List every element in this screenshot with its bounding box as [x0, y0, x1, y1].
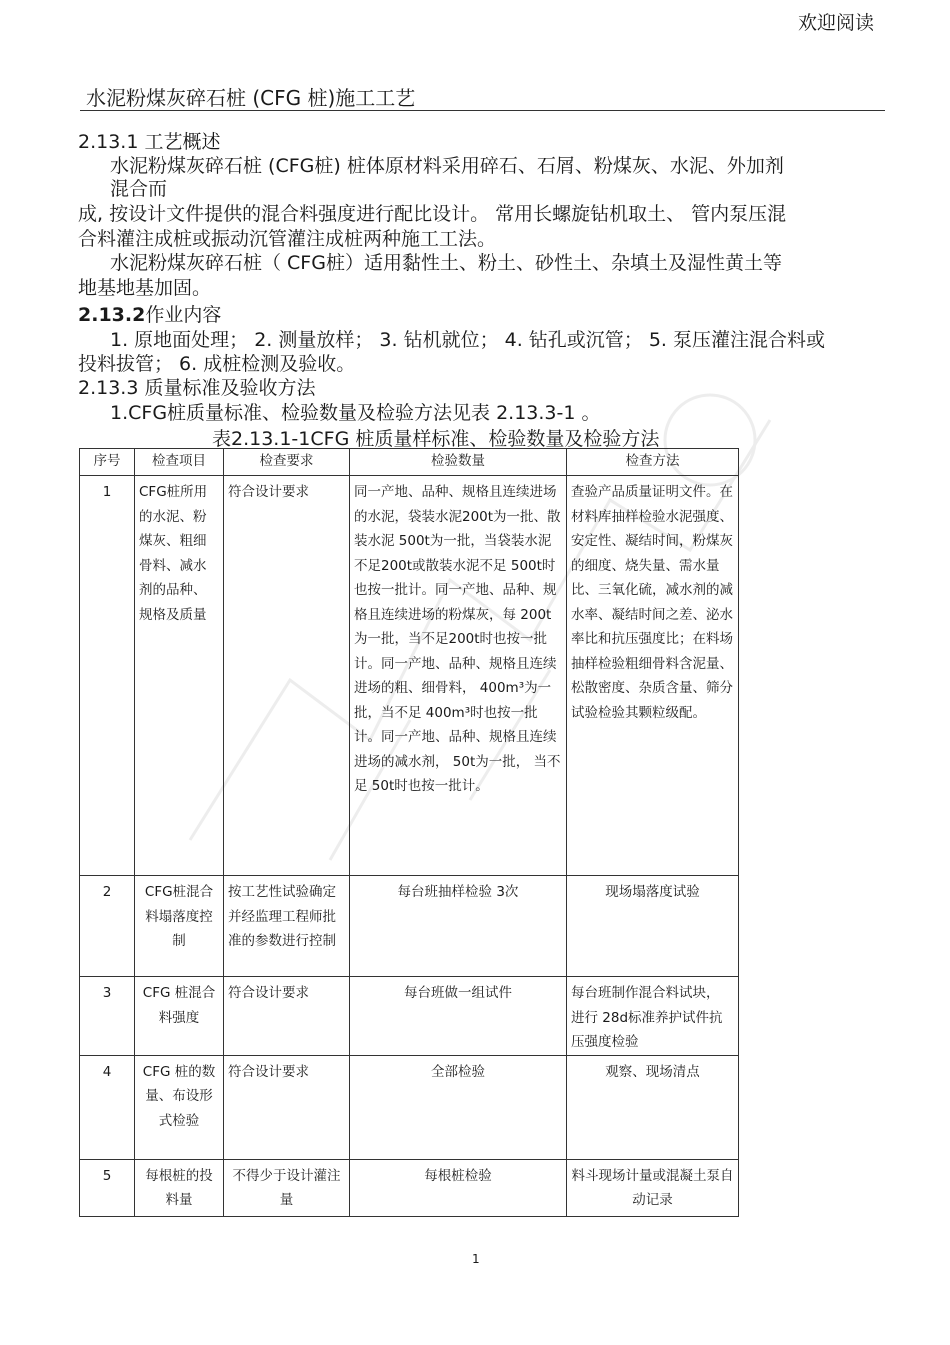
title-divider [80, 110, 885, 111]
cell-method: 查验产品质量证明文件。在材料库抽样检验水泥强度、安定性、凝结时间，粉煤灰的细度、烧失量、需水量比、三氧化硫，减水剂的减水率、凝结时间之差、泌水率比和抗压强度比；在料场抽样检验粗细骨料含泥量、松散密度、杂质含量、筛分试验检验其颗粒级配。 [567, 476, 739, 876]
cell-requirement: 符合设计要求 [224, 977, 350, 1056]
cell-requirement: 不得少于设计灌注量 [224, 1159, 350, 1216]
welcome-text: 欢迎阅读 [798, 12, 875, 34]
paragraph-line: 混合而 [110, 178, 168, 200]
section-heading-work [78, 303, 221, 327]
document-title: 水泥粉煤灰碎石桩 (CFG 桩)施工工艺 [86, 86, 416, 110]
table-row [80, 876, 739, 977]
cell-item: CFG桩所用的水泥、粉煤灰、粗细骨料、减水剂的品种、规格及质量 [135, 476, 224, 876]
cell-quantity: 每根桩检验 [350, 1159, 567, 1216]
cell-method: 料斗现场计量或混凝土泵自动记录 [567, 1159, 739, 1216]
cell-quantity: 每台班做一组试件 [350, 977, 567, 1056]
cell-item: CFG 桩的数量、布设形式检验 [135, 1055, 224, 1159]
table-row [80, 977, 739, 1056]
table-row [80, 1055, 739, 1159]
cell-no: 1 [80, 476, 135, 876]
cell-no: 3 [80, 977, 135, 1056]
header-no: 序号 [80, 449, 135, 476]
header-requirement: 检查要求 [224, 449, 350, 476]
table-header-row [80, 449, 739, 476]
table-row [80, 476, 739, 876]
paragraph-line: 地基地基加固。 [78, 277, 212, 299]
cell-requirement: 按工艺性试验确定并经监理工程师批准的参数进行控制 [224, 876, 350, 977]
section-heading-quality: 2.13.3 质量标准及验收方法 [78, 377, 316, 399]
table-caption: 表2.13.1-1CFG 桩质量样标准、检验数量及检验方法 [212, 428, 660, 450]
section-heading-label: 作业内容 [145, 304, 222, 326]
header-quantity: 检验数量 [350, 449, 567, 476]
section-heading-overview: 2.13.1 工艺概述 [78, 131, 221, 153]
cell-requirement: 符合设计要求 [224, 1055, 350, 1159]
paragraph-line: 水泥粉煤灰碎石桩 (CFG桩) 桩体原材料采用碎石、石屑、粉煤灰、水泥、外加剂 [110, 155, 784, 177]
cell-item: 每根桩的投料量 [135, 1159, 224, 1216]
cell-quantity: 每台班抽样检验 3次 [350, 876, 567, 977]
cell-quantity: 同一产地、品种、规格且连续进场的水泥，袋装水泥200t为一批、散装水泥 500t为一批，当袋装水泥不足200t或散装水泥不足 500t时也按一批计。同一产地、品种、规格且连续进场的粉煤灰，每 200t为一批，当不足200t时也按一批计。同一产地、品种、规格且连续进场的粗、细骨料， 400m³为一批，当不足 400m³时也按一批计。同一产地、品种、规格且连续进场的减水剂， 50t为一批， 当不足 50t时也按一批计。 [350, 476, 567, 876]
paragraph-line: 水泥粉煤灰碎石桩（ CFG桩）适用黏性土、粉土、砂性土、杂填土及湿性黄土等 [110, 252, 782, 274]
paragraph-line: 投料拔管； 6. 成桩检测及验收。 [78, 353, 356, 375]
cell-method: 观察、现场清点 [567, 1055, 739, 1159]
cell-item: CFG桩混合料塌落度控制 [135, 876, 224, 977]
paragraph-line: 1. 原地面处理； 2. 测量放样； 3. 钻机就位； 4. 钻孔或沉管； 5. 泵压灌注混合料或 [110, 329, 825, 351]
cell-no: 2 [80, 876, 135, 977]
header-item: 检查项目 [135, 449, 224, 476]
header-method: 检查方法 [567, 449, 739, 476]
cell-item: CFG 桩混合料强度 [135, 977, 224, 1056]
paragraph-line: 1.CFG桩质量标准、检验数量及检验方法见表 2.13.3-1 。 [110, 402, 601, 424]
cell-requirement: 符合设计要求 [224, 476, 350, 876]
cell-no: 4 [80, 1055, 135, 1159]
table-row [80, 1159, 739, 1216]
quality-standards-table [79, 448, 739, 1217]
page-number: 1 [472, 1252, 480, 1266]
cell-method: 每台班制作混合料试块， 进行 28d标准养护试件抗压强度检验 [567, 977, 739, 1056]
cell-method: 现场塌落度试验 [567, 876, 739, 977]
cell-quantity: 全部检验 [350, 1055, 567, 1159]
paragraph-line: 合料灌注成桩或振动沉管灌注成桩两种施工工法。 [78, 228, 497, 250]
paragraph-line: 成, 按设计文件提供的混合料强度进行配比设计。 常用长螺旋钻机取土、 管内泵压混 [78, 203, 787, 225]
cell-no: 5 [80, 1159, 135, 1216]
section-number: 2.13.2 [78, 304, 146, 326]
